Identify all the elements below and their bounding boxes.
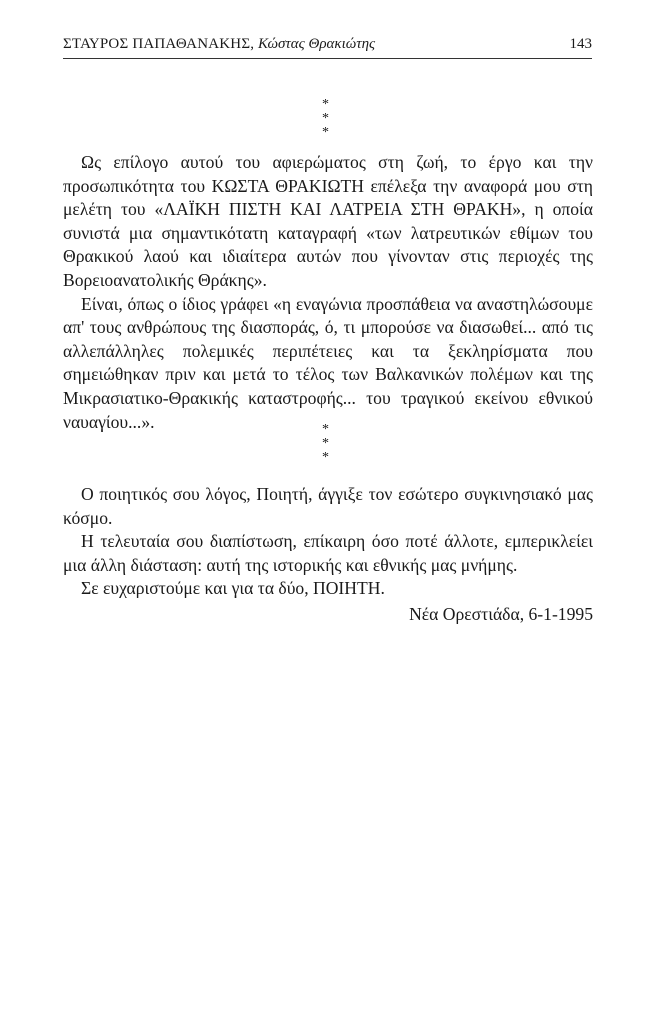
separator-stars-bottom: * *: [322, 111, 347, 140]
section-1-text: [63, 151, 593, 434]
separator-stars-bottom: * *: [322, 436, 347, 465]
section-2-text: [63, 483, 593, 601]
paragraph: Ο ποιητικός σου λόγος, Ποιητή, άγγιξε τον εσώτερο συγκινησιακό μας κόσμο.: [63, 484, 593, 528]
separator-star-top: *: [322, 422, 329, 437]
place-date-signature: Νέα Ορεστιάδα, 6-1-1995: [409, 604, 593, 624]
paragraph: Η τελευταία σου διαπίστωση, επίκαιρη όσο ποτέ άλλοτε, εμπερικλείει μια άλλη διάσταση: αυτή της ιστορικής και εθνικής μας μνήμης.: [63, 531, 593, 575]
paragraph: Είναι, όπως ο ίδιος γράφει «η εναγώνια προσπάθεια να αναστηλώσουμε απ' τους ανθρώπους της διασποράς, ό, τι μπορούσε να διασωθεί... από τις αλλεπάλληλες πολεμικές περιπέτειες και τα ξεκληρίσματα που σημειώθηκαν πριν και μετά το τέλος των Βαλκανικών πολέμων και της Μικρασιατικο-Θρακικής καταστροφής... του τραγικού εκείνου εθνικού ναυαγίου...».: [63, 293, 593, 432]
section-separator-2: [296, 422, 356, 465]
separator-star-top: *: [322, 97, 329, 112]
paragraph: Σε ευχαριστούμε και για τα δύο, ΠΟΙΗΤΗ.: [81, 578, 385, 599]
page-number: 143: [569, 36, 592, 52]
header-title: [63, 36, 375, 53]
section-separator-1: [296, 97, 356, 140]
header-subject: Κώστας Θρακιώτης: [257, 36, 376, 52]
paragraph: Ως επίλογο αυτού του αφιερώματος στη ζωή, το έργο και την προσωπικότητα του ΚΩΣΤΑ ΘΡΑΚΙΩΤΗ επέλεξα την αναφορά μου στη μελέτη του «ΛΑΪΚΗ ΠΙΣΤΗ ΚΑΙ ΛΑΤΡΕΙΑ ΣΤΗ ΘΡΑΚΗ», η οποία συνιστά μια σημαντικότατη καταγραφή «των λατρευτικών εθίμων του Θρακικού λαού και ιδιαίτερα αυτών που γίνονταν στις περιοχές της Βορειοανατολικής Θράκης».: [63, 152, 593, 290]
running-header: [63, 36, 592, 56]
header-author: ΣΤΑΥΡΟΣ ΠΑΠΑΘΑΝΑΚΗΣ,: [63, 36, 255, 52]
header-rule: [63, 58, 592, 59]
